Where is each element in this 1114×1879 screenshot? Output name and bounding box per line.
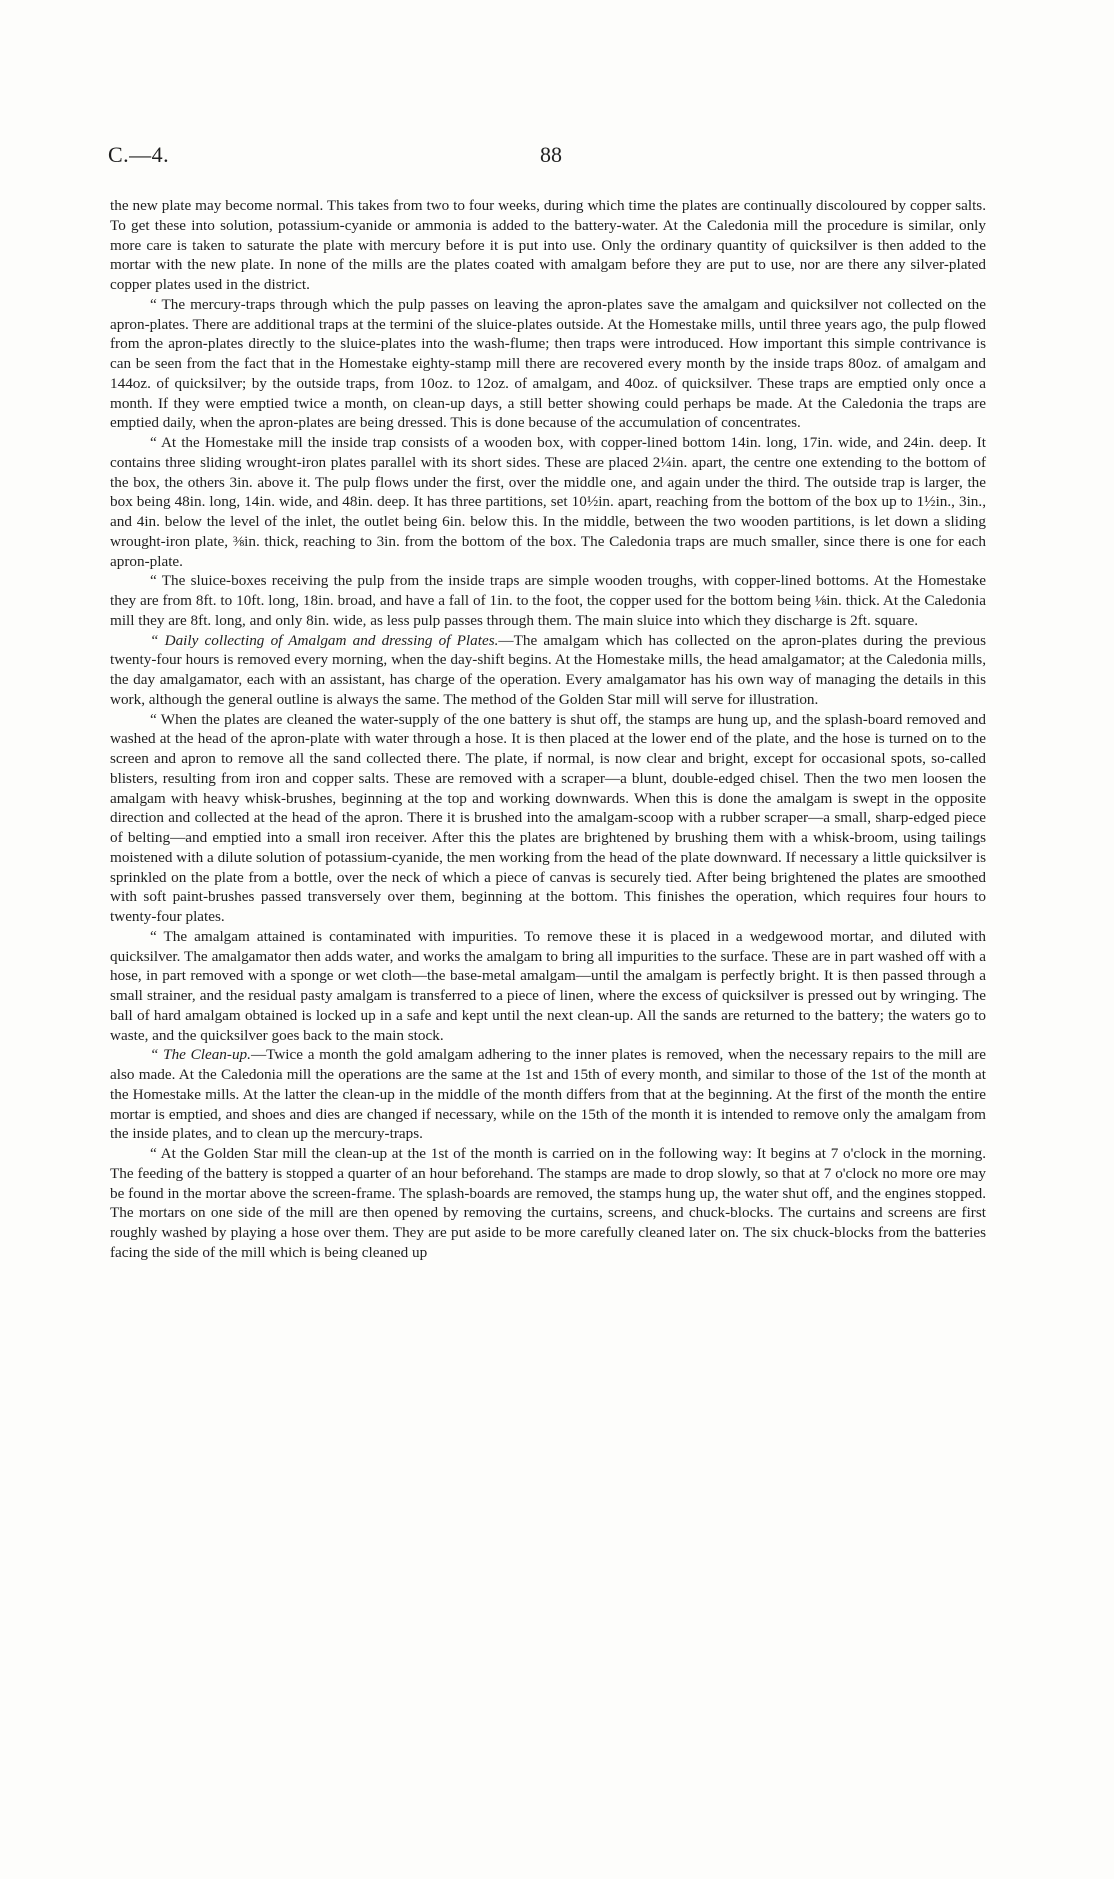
scan-mark (40, 1845, 46, 1855)
page-header (108, 142, 988, 174)
paragraph-heading: “ The Clean-up. (150, 1046, 251, 1064)
document-reference: C.—4. (108, 142, 170, 167)
paragraph-text: —Twice a month the gold amalgam adhering to the inner plates is removed, when the necessary repairs to the mill are also made. At the Caledonia mill the operations are the same at the 1st and 15th of every month, and similar to those of the 1st of the month at the Homestake mills. At the latter the clean-up in the middle of the month differs from that at the beginning. At the first of the month the entire mortar is emptied, and shoes and dies are changed if necessary, while on the 15th of the month it is intended to remove only the amalgam from the inside plates, and to clean up the mercury-traps. (110, 1046, 986, 1143)
paragraph (110, 1144, 986, 1263)
paragraph (110, 295, 986, 433)
paragraph-text: the new plate may become normal. This takes from two to four weeks, during which time the plates are continually discoloured by copper salts. To get these into solution, potassium-cyanide or ammonia is added to the battery-water. At the Caledonia mill the procedure is similar, only more care is taken to saturate the plate with mercury before it is put into use. Only the ordinary quantity of quicksilver is then added to the mortar with the new plate. In none of the mills are the plates coated with amalgam before they are put to use, nor are there any silver-plated copper plates used in the district. (110, 197, 986, 293)
paragraph-text: —The amalgam which has collected on the apron-plates during the previous twenty-four hours is removed every morning, when the day-shift begins. At the Homestake mills, the head amalgamator; at the Caledonia mills, the day amalgamator, each with an assistant, has charge of the operation. Every amalgamator has his own way of managing the details in this work, although the general outline is always the same. The method of the Golden Star mill will serve for illustration. (110, 631, 986, 708)
paragraph (110, 927, 986, 1046)
paragraph (110, 1045, 986, 1144)
paragraph (110, 710, 986, 927)
paragraph-text: “ At the Homestake mill the inside trap consists of a wooden box, with copper-lined bottom 14in. long, 17in. wide, and 24in. deep. It contains three sliding wrought-iron plates parallel with its short sides. These are placed 2¼in. apart, the centre one extending to the bottom of the box, the others 3in. above it. The pulp flows under the first, over the middle one, and again under the third. The outside trap is larger, the box being 48in. long, 14in. wide, and 48in. deep. It has three partitions, set 10½in. apart, reaching from the bottom of the box up to 1½in., 3in., and 4in. below the level of the inlet, the outlet being 6in. below this. In the middle, between the two wooden partitions, is let down a sliding wrought-iron plate, ⅜in. thick, reaching to 3in. from the bottom of the box. The Caledonia traps are much smaller, since there is one for each apron-plate. (110, 434, 986, 570)
paragraph-text: “ The amalgam attained is contaminated with impurities. To remove these it is placed in a wedgewood mortar, and diluted with quicksilver. The amalgamator then adds water, and works the amalgam to bring all impurities to the surface. These are in part washed off with a hose, in part removed with a sponge or wet cloth—the base-metal amalgam—until the amalgam is perfectly bright. It is then passed through a small strainer, and the residual pasty amalgam is transferred to a piece of linen, where the excess of quicksilver is pressed out by wringing. The ball of hard amalgam obtained is locked up in a safe and kept until the next clean-up. All the sands are returned to the battery; the waters go to waste, and the quicksilver goes back to the main stock. (110, 927, 986, 1044)
paragraph-text: “ At the Golden Star mill the clean-up at the 1st of the month is carried on in the following way: It begins at 7 o'clock in the morning. The feeding of the battery is stopped a quarter of an hour beforehand. The stamps are made to drop slowly, so that at 7 o'clock no more ore may be found in the mortar above the screen-frame. The splash-boards are removed, the stamps hung up, the water shut off, and the engines stopped. The mortars on one side of the mill are then opened by removing the curtains, screens, and chuck-blocks. The curtains and screens are first roughly washed by playing a hose over them. They are put aside to be more carefully cleaned later on. The six chuck-blocks from the batteries facing the side of the mill which is being cleaned up (110, 1145, 986, 1261)
paragraph-heading: “ Daily collecting of Amalgam and dressing of Plates. (150, 631, 499, 649)
paragraph (110, 571, 986, 630)
body-text (110, 196, 986, 1263)
paragraph-text: “ The sluice-boxes receiving the pulp from the inside traps are simple wooden troughs, with copper-lined bottoms. At the Homestake they are from 8ft. to 10ft. long, 18in. broad, and have a fall of 1in. to the foot, the copper used for the bottom being ⅛in. thick. At the Caledonia mill they are 8ft. long, and only 8in. wide, as less pulp passes through them. The main sluice into which they discharge is 2ft. square. (110, 572, 986, 629)
paragraph-text: “ The mercury-traps through which the pulp passes on leaving the apron-plates save the amalgam and quicksilver not collected on the apron-plates. There are additional traps at the termini of the sluice-plates outside. At the Homestake mills, until three years ago, the pulp flowed from the apron-plates directly to the sluice-plates into the wash-flume; then traps were introduced. How important this simple contrivance is can be seen from the fact that in the Homestake eighty-stamp mill there are recovered every month by the inside traps 80oz. of amalgam and 144oz. of quicksilver; by the outside traps, from 10oz. to 12oz. of amalgam, and 40oz. of quicksilver. These traps are emptied only once a month. If they were emptied twice a month, on clean-up days, a still better showing could perhaps be made. At the Caledonia the traps are emptied daily, when the apron-plates are being dressed. This is done because of the accumulation of concentrates. (110, 295, 986, 432)
paragraph (110, 433, 986, 571)
paragraph (110, 196, 986, 295)
paragraph-text: “ When the plates are cleaned the water-supply of the one battery is shut off, the stamps are hung up, and the splash-board removed and washed at the head of the apron-plate with water through a hose. It is then placed at the lower end of the plate, and the hose is turned on to the screen and apron to remove all the sand collected there. The plate, if normal, is now clear and bright, except for occasional spots, so-called blisters, resulting from iron and copper salts. These are removed with a scraper—a blunt, double-edged chisel. Then the two men loosen the amalgam with heavy whisk-brushes, beginning at the top and working downwards. When this is done the amalgam is swept in the opposite direction and collected at the head of the apron. There it is brushed into the amalgam-scoop with a rubber scraper—a small, sharp-edged piece of belting—and emptied into a small iron receiver. After this the plates are brightened by brushing them with a whisk-broom, using tailings moistened with a dilute solution of potassium-cyanide, the men working from the head of the plate downward. If necessary a little quicksilver is sprinkled on the plate from a bottle, over the neck of which a piece of canvas is securely tied. After being brightened the plates are smoothed with soft paint-brushes passed transversely over them, beginning at the bottom. This finishes the operation, which requires four hours to twenty-four plates. (110, 710, 986, 925)
paragraph (110, 631, 986, 710)
page-number: 88 (540, 142, 562, 167)
